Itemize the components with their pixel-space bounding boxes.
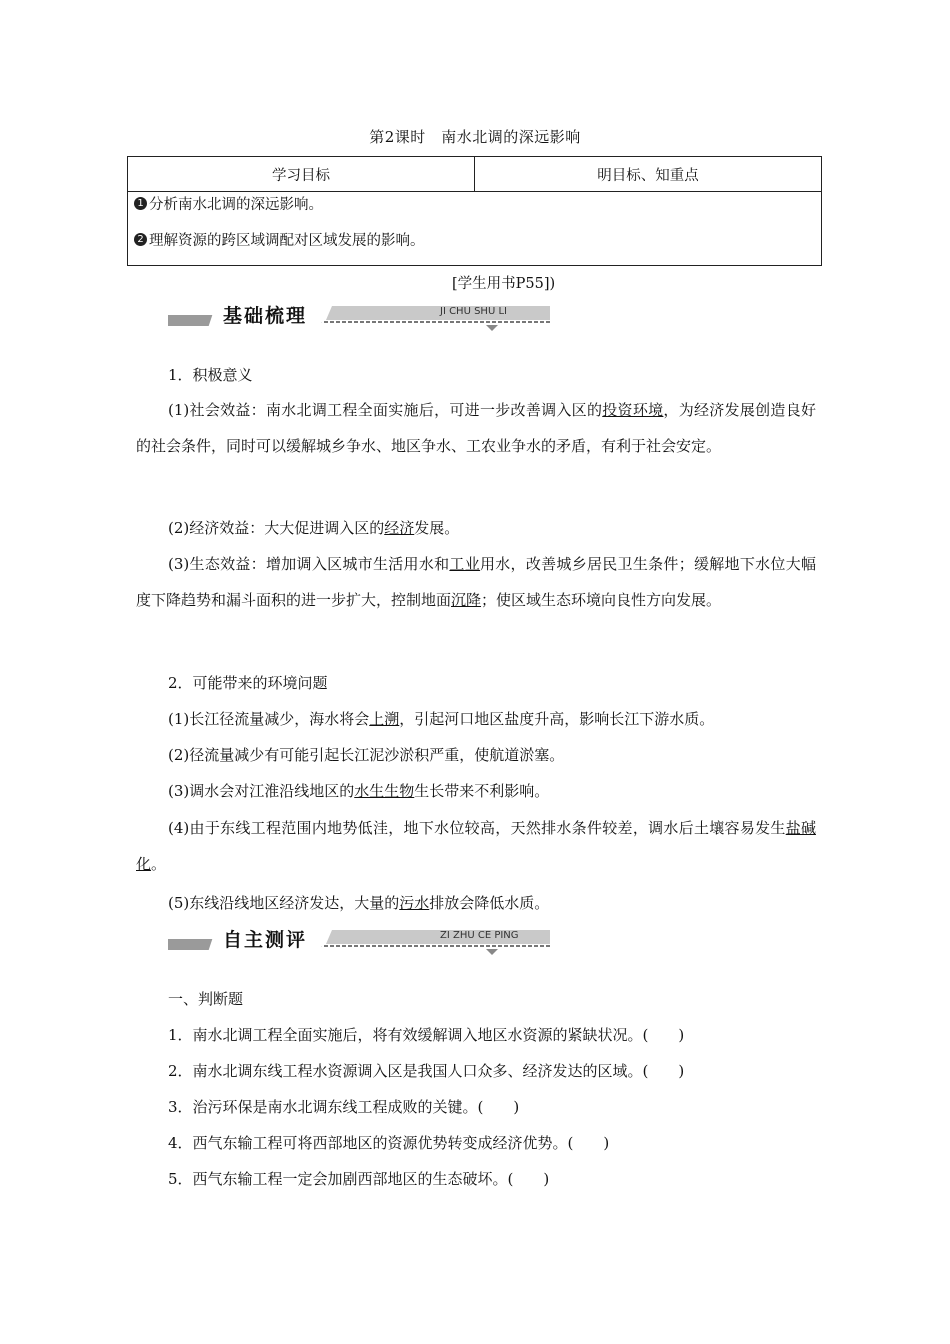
underlined-term: 盐碱化 (136, 819, 816, 873)
problem-item: (2)径流量减少有可能引起长江泥沙淤积严重，使航道淤塞。 (168, 746, 565, 764)
underlined-term: 投资环境 (602, 401, 664, 419)
section-subtitle: ZI ZHU CE PING (440, 930, 519, 941)
objective-text: 理解资源的跨区域调配对区域发展的影响。 (149, 233, 425, 249)
paragraph-social-benefit: (1)社会效益：南水北调工程全面实施后，可进一步改善调入区的投资环境，为经济发展创造良好的社会条件，同时可以缓解城乡争水、地区争水、工农业争水的矛盾，有利于社会安定。 (136, 401, 816, 455)
paragraph-ecological-benefit: (3)生态效益：增加调入区城市生活用水和工业用水，改善城乡居民卫生条件；缓解地下水位大幅度下降趋势和漏斗面积的进一步扩大，控制地面沉降；使区域生态环境向良性方向发展。 (136, 555, 816, 609)
heading-positive-significance: 1．积极意义 (168, 366, 253, 384)
objective-item (134, 193, 323, 214)
underlined-term: 工业 (449, 555, 480, 573)
paragraph-economic-benefit: (2)经济效益：大大促进调入区的经济发展。 (168, 519, 460, 537)
objectives-header (128, 157, 821, 192)
heading-environmental-problems: 2．可能带来的环境问题 (168, 674, 328, 692)
book-reference: [学生用书P55]) (452, 276, 556, 292)
objective-item (134, 229, 425, 250)
section-title: 自主测评 (223, 929, 308, 951)
problem-item: (3)调水会对江淮沿线地区的水生生物生长带来不利影响。 (168, 782, 550, 800)
underlined-term: 沉降 (451, 591, 482, 609)
question-item: 2．南水北调东线工程水资源调入区是我国人口众多、经济发达的区域。( ) (168, 1062, 685, 1080)
page-title: 第2课时 南水北调的深远影响 (369, 128, 581, 146)
section-banner-self-test (168, 922, 552, 958)
section-banner-basics (168, 298, 552, 334)
underlined-term: 经济 (384, 519, 415, 537)
question-item: 1．南水北调工程全面实施后，将有效缓解调入地区水资源的紧缺状况。( ) (168, 1026, 685, 1044)
underlined-term: 水生生物 (354, 782, 415, 800)
question-item: 5．西气东输工程一定会加剧西部地区的生态破坏。( ) (168, 1170, 550, 1188)
question-item: 4．西气东输工程可将西部地区的资源优势转变成经济优势。( ) (168, 1134, 610, 1152)
objectives-header-right: 明目标、知重点 (597, 167, 699, 184)
section-subtitle: JI CHU SHU LI (440, 306, 507, 317)
objectives-header-left: 学习目标 (128, 157, 475, 191)
number-badge: 2 (134, 233, 147, 246)
underlined-term: 上溯 (369, 710, 400, 728)
problem-item: (5)东线沿线地区经济发达，大量的污水排放会降低水质。 (168, 894, 550, 912)
objective-text: 分析南水北调的深远影响。 (149, 197, 323, 213)
underlined-term: 污水 (399, 894, 430, 912)
question-item: 3．治污环保是南水北调东线工程成败的关键。( ) (168, 1098, 520, 1116)
section-title: 基础梳理 (223, 305, 308, 327)
problem-item: (1)长江径流量减少，海水将会上溯，引起河口地区盐度升高，影响长江下游水质。 (168, 710, 715, 728)
heading-true-false: 一、判断题 (168, 990, 244, 1008)
problem-item: (4)由于东线工程范围内地势低洼，地下水位较高，天然排水条件较差，调水后土壤容易发生盐碱化。 (136, 819, 816, 873)
objectives-table (127, 156, 822, 266)
number-badge: 1 (134, 197, 147, 210)
